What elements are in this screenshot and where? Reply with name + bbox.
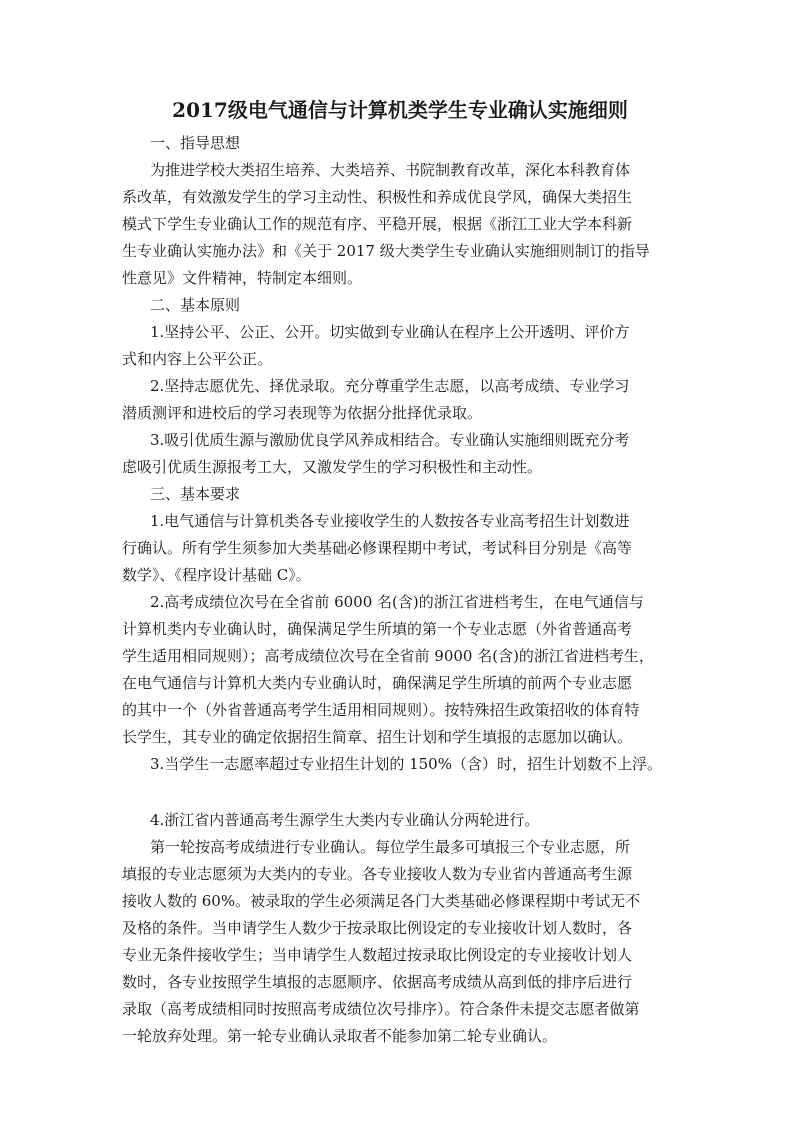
paragraph-line: 虑吸引优质生源报考工大，又激发学生的学习积极性和主动性。 xyxy=(122,458,543,476)
paragraph-line: 性意见》文件精神，特制定本细则。 xyxy=(122,269,363,287)
paragraph-line: 2.坚持志愿优先、择优录取。充分尊重学生志愿，以高考成绩、专业学习 xyxy=(150,377,630,395)
paragraph-line: 填报的专业志愿须为大类内的专业。各专业接收人数为专业省内普通高考生源 xyxy=(122,865,633,883)
paragraph-line: 在电气通信与计算机大类内专业确认时，确保满足学生所填的前两个专业志愿 xyxy=(122,674,633,692)
paragraph-line: 接收人数的 60%。被录取的学生必须满足各门大类基础必修课程期中考试无不 xyxy=(122,892,641,910)
paragraph-line: 录取（高考成绩相同时按照高考成绩位次号排序）。符合条件未提交志愿者做第 xyxy=(122,1000,640,1018)
paragraph-line: 系改革，有效激发学生的学习主动性、积极性和养成优良学风，确保大类招生 xyxy=(122,188,633,206)
document-title: 2017级电气通信与计算机类学生专业确认实施细则 xyxy=(172,98,628,122)
paragraph-line: 行确认。所有学生须参加大类基础必修课程期中考试，考试科目分别是《高等 xyxy=(122,539,633,557)
paragraph-line: 计算机类内专业确认时，确保满足学生所填的第一个专业志愿（外省普通高考 xyxy=(122,620,633,638)
paragraph-line: 1.坚持公平、公正、公开。切实做到专业确认在程序上公开透明、评价方 xyxy=(150,323,630,341)
paragraph-line: 数学》、《程序设计基础 C》。 xyxy=(122,566,311,584)
section-heading-basic-requirements: 三、基本要求 xyxy=(150,485,241,503)
paragraph-line: 第一轮按高考成绩进行专业确认。每位学生最多可填报三个专业志愿，所 xyxy=(150,838,631,856)
paragraph-line: 为推进学校大类招生培养、大类培养、书院制教育改革，深化本科教育体 xyxy=(150,161,631,179)
paragraph-line: 长学生，其专业的确定依据招生简章、招生计划和学生填报的志愿加以确认。 xyxy=(122,728,633,746)
paragraph-line: 潜质测评和进校后的学习表现等为依据分批择优录取。 xyxy=(122,404,483,422)
paragraph-line: 专业无条件接收学生；当申请学生人数超过按录取比例设定的专业接收计划人 xyxy=(122,946,633,964)
paragraph-line: 1.电气通信与计算机类各专业接收学生的人数按各专业高考招生计划数进 xyxy=(150,512,630,530)
paragraph-line: 3.当学生一志愿率超过专业招生计划的 150%（含）时，招生计划数不上浮。 xyxy=(150,755,662,773)
paragraph-line: 学生适用相同规则）；高考成绩位次号在全省前 9000 名(含)的浙江省进档考生， xyxy=(122,647,654,665)
paragraph-line: 2.高考成绩位次号在全省前 6000 名(含)的浙江省进档考生，在电气通信与 xyxy=(150,593,644,611)
paragraph-line: 生专业确认实施办法》和《关于 2017 级大类学生专业确认实施细则制订的指导 xyxy=(122,242,650,260)
paragraph-line: 4.浙江省内普通高考生源学生大类内专业确认分两轮进行。 xyxy=(150,811,540,829)
paragraph-line: 模式下学生专业确认工作的规范有序、平稳开展，根据《浙江工业大学本科新 xyxy=(122,215,633,233)
section-heading-guiding-ideology: 一、指导思想 xyxy=(150,134,241,152)
paragraph-line: 3.吸引优质生源与激励优良学风养成相结合。专业确认实施细则既充分考 xyxy=(150,431,630,449)
paragraph-line: 数时，各专业按照学生填报的志愿顺序、依据高考成绩从高到低的排序后进行 xyxy=(122,973,633,991)
paragraph-line: 的其中一个（外省普通高考学生适用相同规则）。按特殊招生政策招收的体育特 xyxy=(122,701,640,719)
paragraph-line: 一轮放弃处理。第一轮专业确认录取者不能参加第二轮专业确认。 xyxy=(122,1027,558,1045)
paragraph-line: 式和内容上公平公正。 xyxy=(122,350,273,368)
paragraph-line: 及格的条件。当申请学生人数少于按录取比例设定的专业接收计划人数时，各 xyxy=(122,919,633,937)
section-heading-basic-principles: 二、基本原则 xyxy=(150,296,241,314)
